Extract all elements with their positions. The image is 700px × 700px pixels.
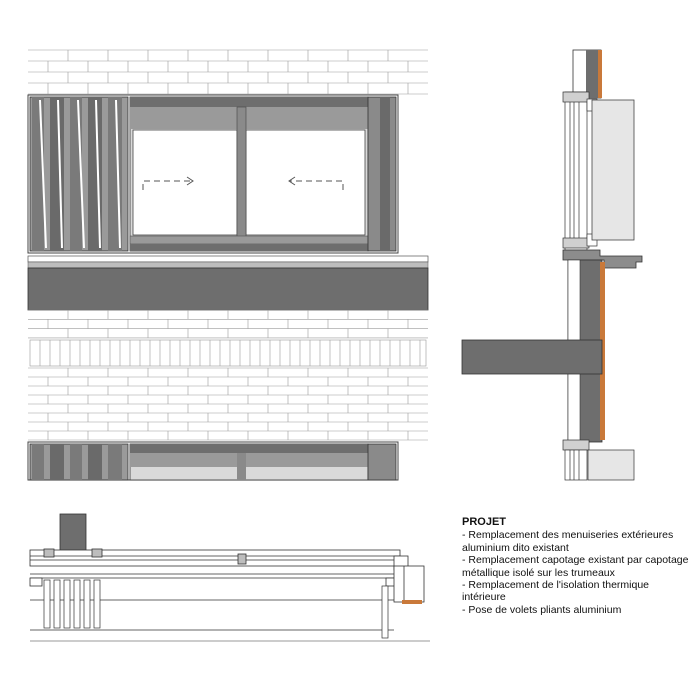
window-section-lower <box>563 440 634 480</box>
note-item-2: - Remplacement capotage existant par capotage métallique isolé sur les trumeaux <box>462 554 689 579</box>
note-item-3: - Remplacement de l'isolation thermique intérieure <box>462 579 650 604</box>
window-plan-frame <box>30 549 408 570</box>
soldier-course-band <box>30 340 426 366</box>
sliding-window <box>130 97 368 251</box>
project-notes <box>462 516 692 616</box>
soldier-course-outline <box>30 340 426 366</box>
floor-slab-band <box>28 256 428 310</box>
insulation-strip <box>402 600 422 604</box>
radiator <box>592 100 634 240</box>
note-item-1: - Remplacement des menuiseries extérieures aluminium dito existant <box>462 529 674 554</box>
brick-pattern-upper <box>28 50 428 94</box>
plan-section <box>30 514 430 641</box>
folding-shutters-left <box>30 97 128 251</box>
brick-pattern-middle <box>28 310 428 338</box>
vertical-section <box>462 50 642 480</box>
lower-window <box>28 442 398 480</box>
facade-elevation <box>28 50 428 480</box>
note-item-4: - Pose de volets pliants aluminium <box>462 603 622 616</box>
radiator-fins <box>44 580 388 638</box>
brick-pattern-lower <box>28 368 428 440</box>
folding-shutters-right <box>368 97 396 251</box>
notes-title: PROJET <box>462 516 507 528</box>
floor-slab-section <box>462 340 602 374</box>
